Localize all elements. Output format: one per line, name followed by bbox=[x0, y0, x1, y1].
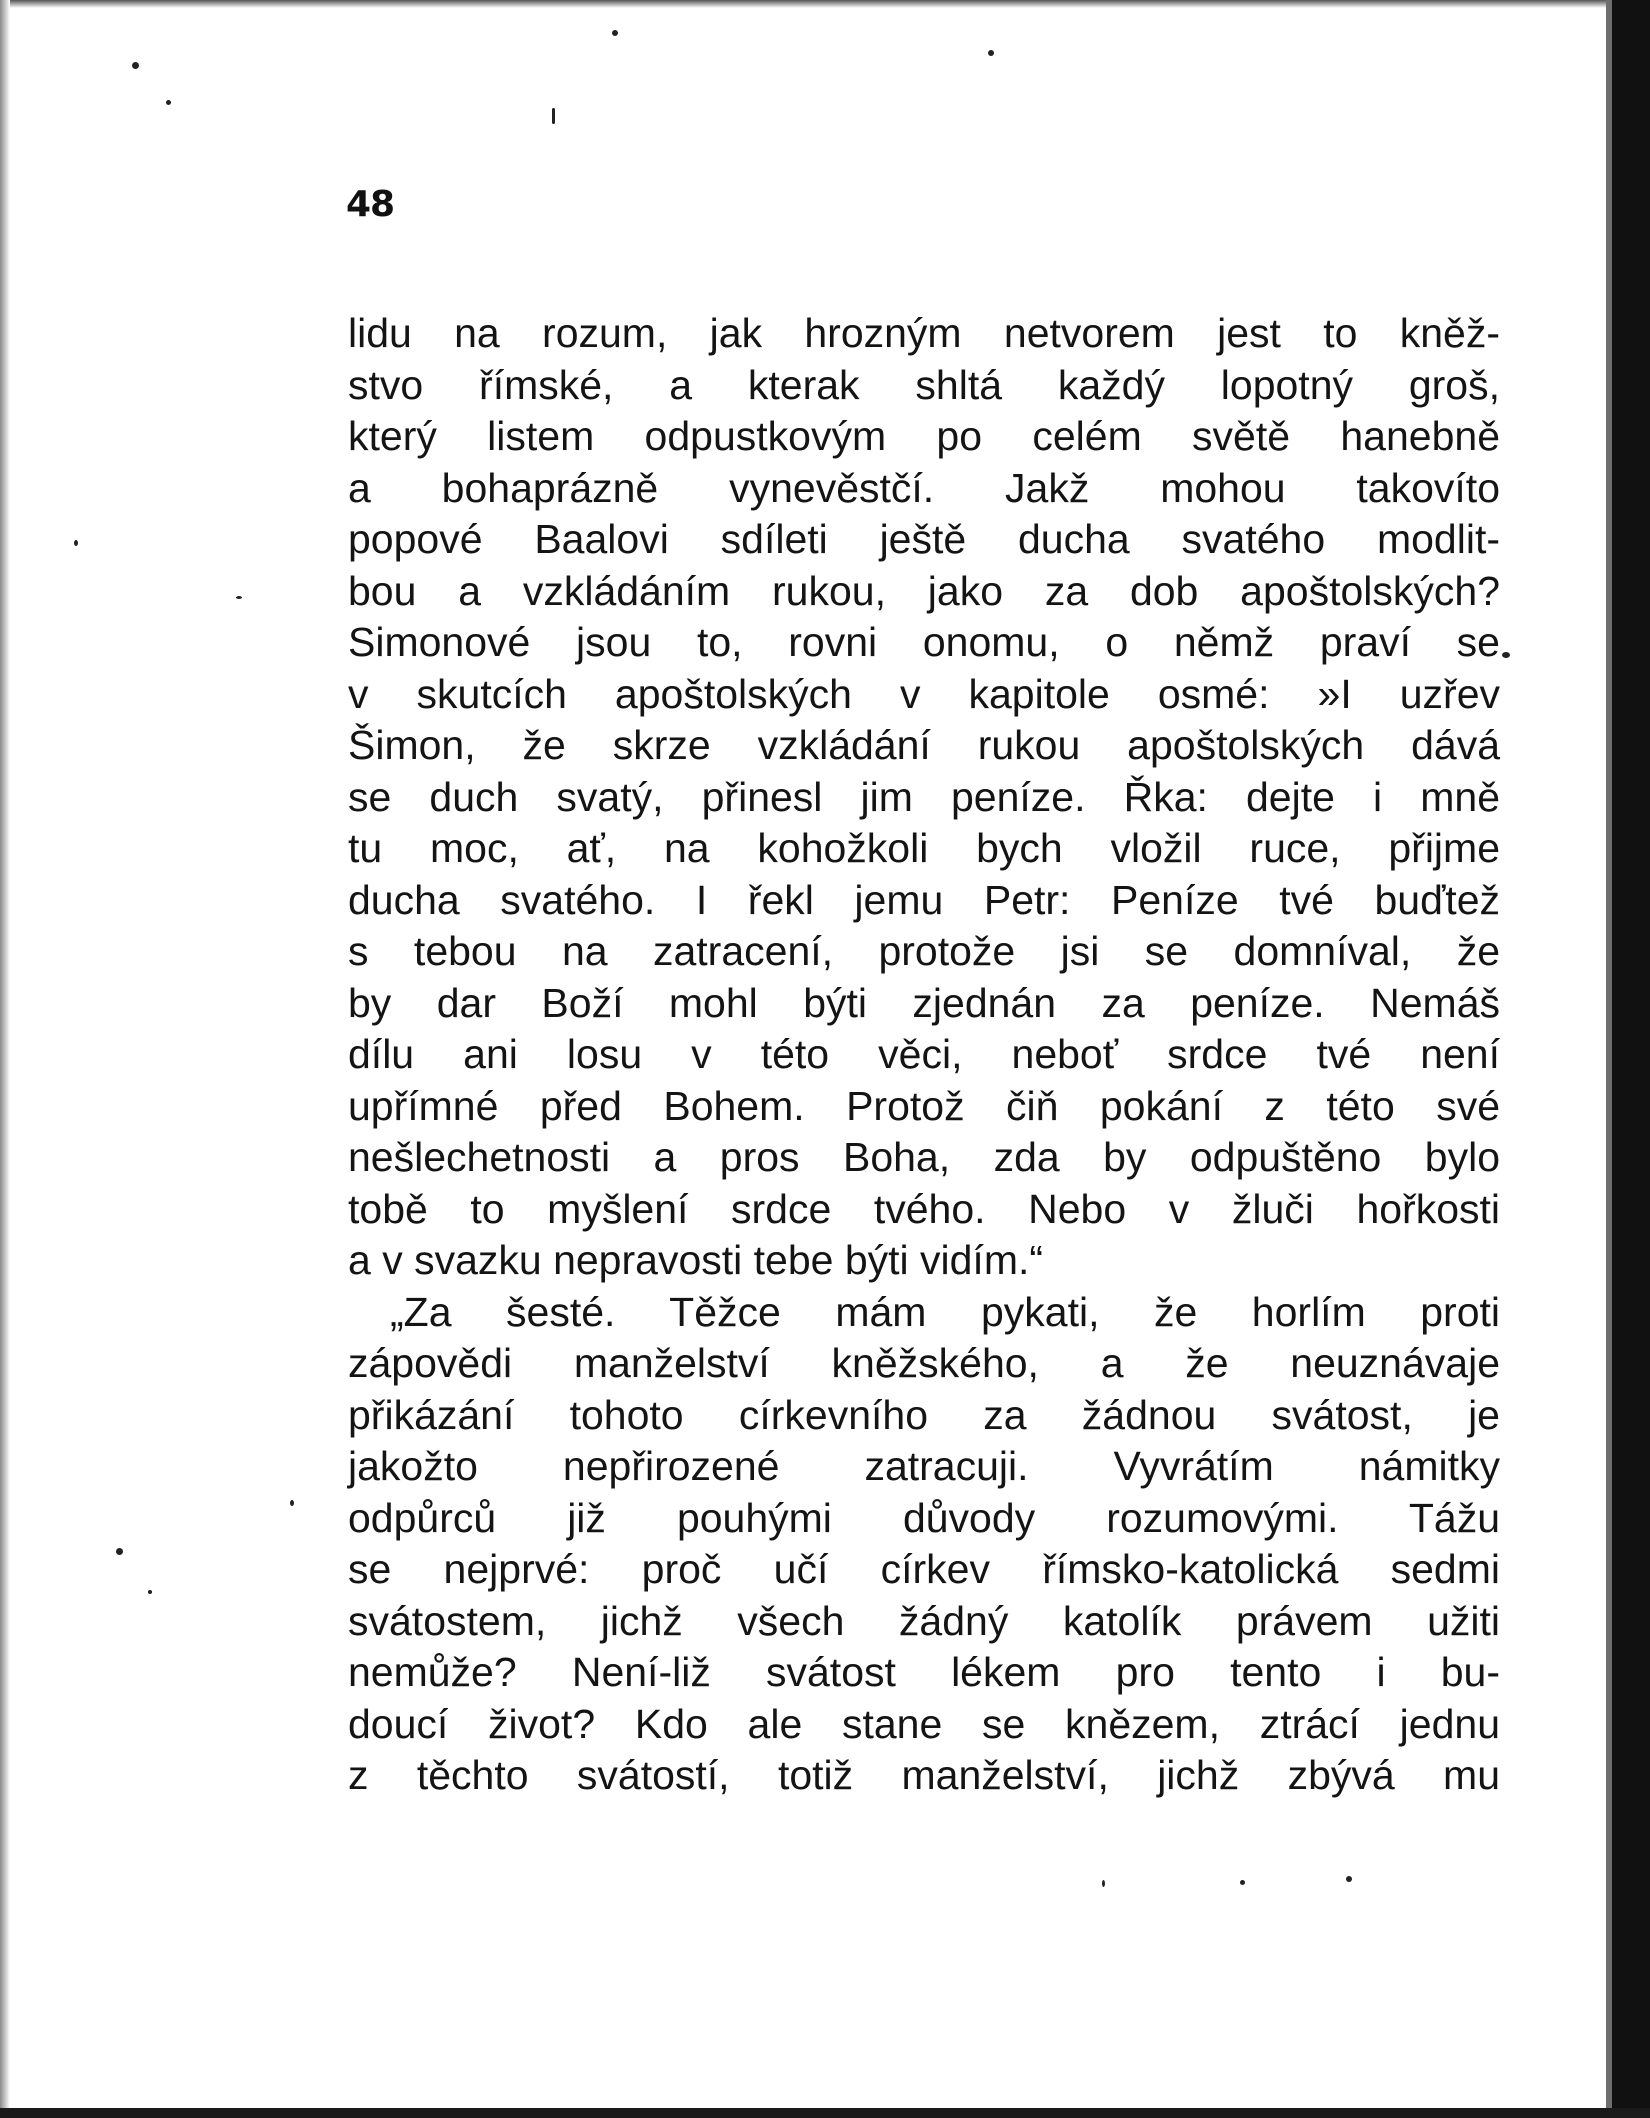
text-line: bou a vzkládáním rukou, jako za dob apoštolských? bbox=[348, 567, 1500, 614]
text-line: se nejprvé: proč učí církev římsko-katolická sedmi bbox=[348, 1546, 1500, 1592]
scan-speck bbox=[290, 1500, 294, 1506]
scan-bottom-edge bbox=[0, 2108, 1650, 2118]
scan-speck bbox=[236, 596, 242, 599]
text-line: z těchto svátostí, totiž manželství, jichž zbývá mu bbox=[348, 1752, 1500, 1798]
text-line: tu moc, ať, na kohožkoli bych vložil ruce, přijme bbox=[348, 825, 1500, 871]
text-line: lidu na rozum, jak hrozným netvorem jest to kněž- bbox=[348, 310, 1500, 356]
text-line: odpůrců již pouhými důvody rozumovými. Tážu bbox=[348, 1494, 1500, 1541]
text-line: který listem odpustkovým po celém světě hanebně bbox=[348, 413, 1500, 459]
text-line: jakožto nepřirozené zatracuji. Vyvrátím námitky bbox=[348, 1443, 1500, 1489]
text-line: a v svazku nepravosti tebe býti vidím.“ bbox=[348, 1237, 1044, 1283]
scan-speck bbox=[132, 62, 139, 69]
scan-left-edge bbox=[0, 0, 10, 2118]
text-line: doucí život? Kdo ale stane se knězem, ztrácí jednu bbox=[348, 1700, 1500, 1747]
body-text bbox=[348, 308, 1500, 1802]
text-line: a bohaprázně vynevěstčí. Jakž mohou takovíto bbox=[348, 464, 1500, 511]
text-line: v skutcích apoštolských v kapitole osmé: »I uzřev bbox=[348, 670, 1500, 717]
text-line: tobě to myšlení srdce tvého. Nebo v žluči hořkosti bbox=[348, 1185, 1500, 1232]
text-line: Šimon, že skrze vzkládání rukou apoštolských dává bbox=[348, 722, 1500, 768]
text-line: zápovědi manželství kněžského, a že neuznávaje bbox=[348, 1340, 1500, 1386]
text-line: svátostem, jichž všech žádný katolík právem užiti bbox=[348, 1597, 1500, 1644]
scan-speck bbox=[612, 30, 618, 36]
scan-speck bbox=[988, 50, 994, 56]
scan-speck bbox=[166, 100, 171, 105]
text-line: dílu ani losu v této věci, neboť srdce tvé není bbox=[348, 1031, 1500, 1077]
text-line: by dar Boží mohl býti zjednán za peníze. Nemáš bbox=[348, 979, 1500, 1026]
scan-speck bbox=[74, 540, 78, 546]
page-number: 48 bbox=[346, 184, 395, 225]
scan-speck bbox=[1346, 1876, 1352, 1882]
text-line: ducha svatého. I řekl jemu Petr: Peníze tvé buďtež bbox=[348, 876, 1500, 923]
scan-speck bbox=[1502, 652, 1510, 658]
scan-top-edge bbox=[0, 0, 1606, 8]
text-line: upřímné před Bohem. Protož čiň pokání z této své bbox=[348, 1082, 1500, 1129]
text-line: přikázání tohoto církevního za žádnou svátost, je bbox=[348, 1391, 1500, 1438]
text-line: nešlechetnosti a pros Boha, zda by odpuštěno bylo bbox=[348, 1134, 1500, 1180]
scan-speck bbox=[116, 1548, 123, 1555]
text-line: stvo římské, a kterak shltá každý lopotný groš, bbox=[348, 361, 1500, 408]
scan-speck bbox=[1240, 1880, 1245, 1885]
text-line: se duch svatý, přinesl jim peníze. Řka: dejte i mně bbox=[348, 773, 1500, 820]
text-line: s tebou na zatracení, protože jsi se domníval, že bbox=[348, 928, 1500, 974]
text-line: „Za šesté. Těžce mám pykati, že horlím proti bbox=[390, 1288, 1500, 1335]
text-line: nemůže? Není-liž svátost lékem pro tento i bu- bbox=[348, 1649, 1500, 1695]
scan-speck bbox=[552, 108, 555, 124]
scan-speck bbox=[148, 1590, 152, 1594]
text-line: Simonové jsou to, rovni onomu, o němž praví se bbox=[348, 619, 1500, 665]
scan-right-edge bbox=[1612, 0, 1650, 2118]
text-line: popové Baalovi sdíleti ještě ducha svatého modlit- bbox=[348, 516, 1500, 562]
scan-speck bbox=[1102, 1880, 1105, 1887]
